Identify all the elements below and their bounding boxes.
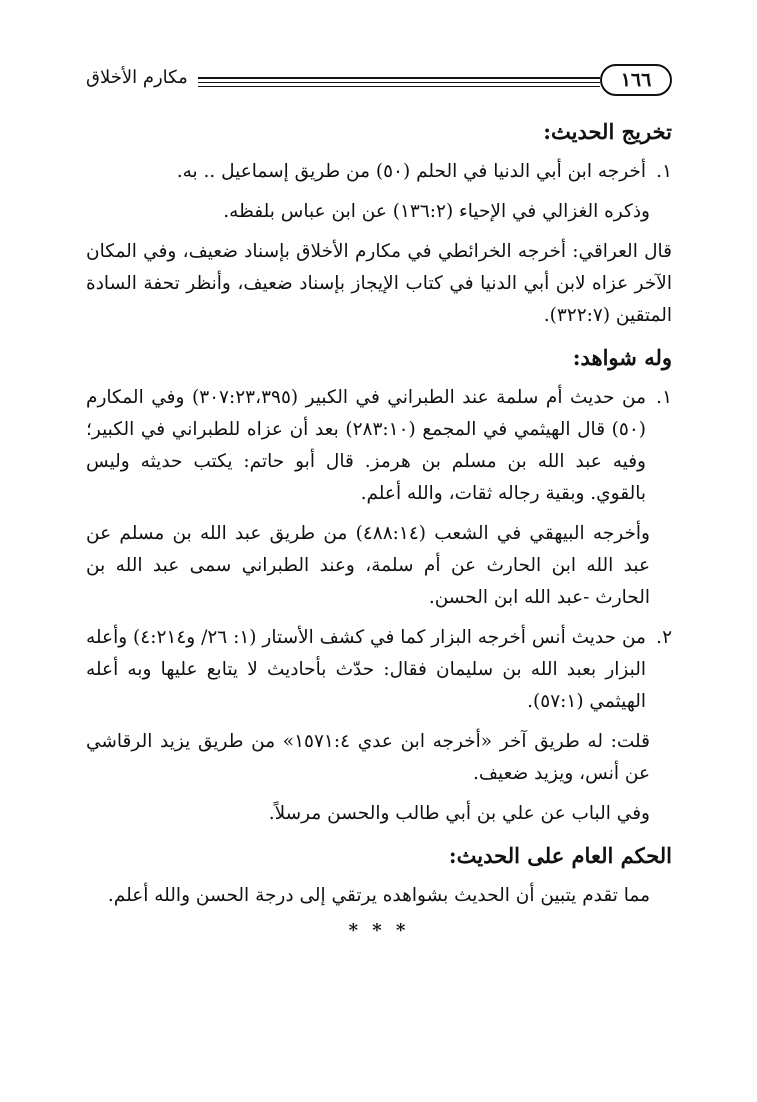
paragraph: قال العراقي: أخرجه الخرائطي في مكارم الأخلاق بإسناد ضعيف، وفي المكان الآخر عزاه لابن أبي الدنيا في كتاب الإيجاز بإسناد ضعيف، وأنظر تحفة السادة المتقين (٣٢٢:٧). xyxy=(86,241,672,326)
running-book-title: مكارم الأخلاق xyxy=(86,67,188,88)
section-heading-takhrij: تخريج الحديث: xyxy=(543,119,672,144)
header-rule xyxy=(198,86,600,87)
numbered-paragraph xyxy=(86,622,672,718)
page-number: ١٦٦ xyxy=(600,64,672,96)
numbered-paragraph xyxy=(86,156,672,188)
paragraph-text: أخرجه ابن أبي الدنيا في الحلم (٥٠) من طريق إسماعيل .. به. xyxy=(176,161,646,182)
paragraph: وأخرجه البيهقي في الشعب (٤٨٨:١٤) من طريق عبد الله بن مسلم عن عبد الله ابن الحارث عن أم سلمة، وعند الطبراني سمى عبد الله بن الحارث -عبد الله ابن الحسن. xyxy=(86,523,650,608)
paragraph: وفي الباب عن علي بن أبي طالب والحسن مرسلاً. xyxy=(268,803,650,824)
item-number: ٢. xyxy=(656,627,672,648)
header-rule xyxy=(198,77,600,79)
paragraph-text: من حديث أم سلمة عند الطبراني في الكبير (٣٠٧:٢٣،٣٩٥) وفي المكارم (٥٠) قال الهيثمي في المجمع (٢٨٣:١٠) بعد أن عزاه للطبراني في الكبير؛ وفيه عبد الله بن مسلم بن هرمز. قال أبو حاتم: يكتب حديثه وليس بالقوي. وبقية رجاله ثقات، والله أعلم. xyxy=(86,387,647,504)
paragraph-text: من حديث أنس أخرجه البزار كما في كشف الأستار (١: ٢٦/ و٤:٢١٤) وأعله البزار بعبد الله بن سليمان فقال: حدّث بأحاديث لا يتابع عليها وبه أعله الهيثمي (٥٧:١). xyxy=(86,627,646,712)
page-header xyxy=(86,62,672,102)
header-rule xyxy=(198,82,600,83)
section-end-stars: * * * xyxy=(348,920,410,941)
paragraph: قلت: له طريق آخر «أخرجه ابن عدي ١٥٧١:٤» من طريق يزيد الرقاشي عن أنس، ويزيد ضعيف. xyxy=(86,731,650,784)
numbered-paragraph xyxy=(86,382,672,510)
section-heading-hukm: الحكم العام على الحديث: xyxy=(448,843,672,868)
paragraph: وذكره الغزالي في الإحياء (١٣٦:٢) عن ابن عباس بلفظه. xyxy=(223,201,650,222)
paragraph: مما تقدم يتبين أن الحديث بشواهده يرتقي إلى درجة الحسن والله أعلم. xyxy=(107,885,650,906)
page-content xyxy=(86,112,672,941)
section-heading-shawahid: وله شواهد: xyxy=(572,345,672,370)
item-number: ١. xyxy=(656,387,672,408)
item-number: ١. xyxy=(656,161,672,182)
